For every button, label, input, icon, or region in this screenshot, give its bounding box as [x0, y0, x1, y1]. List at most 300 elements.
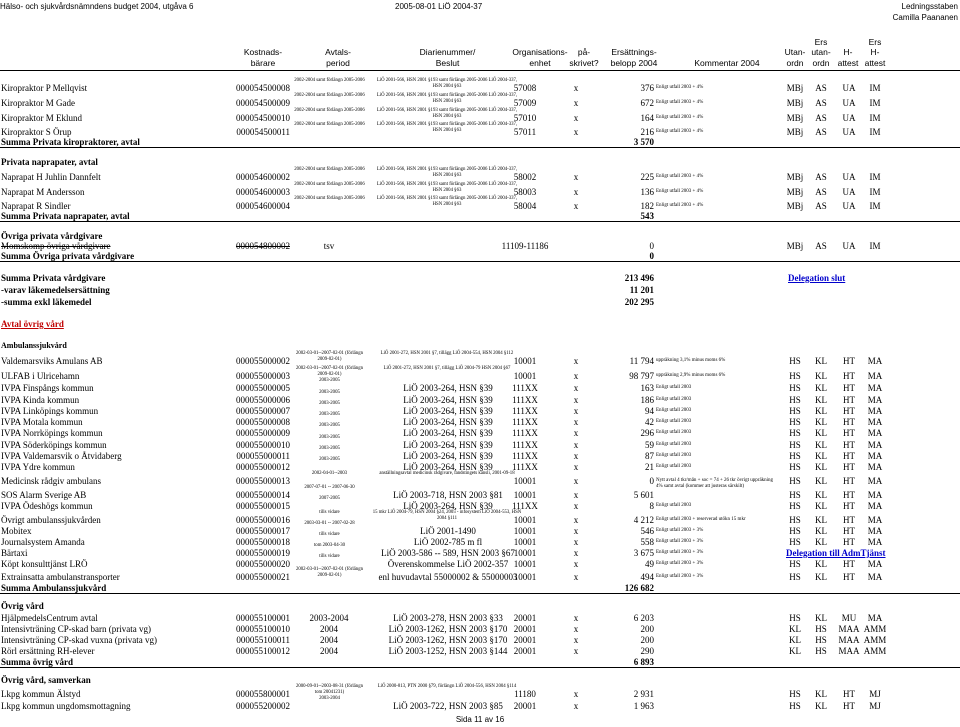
row-kostnadsbarare: 000055000003	[236, 371, 290, 381]
row-comment: Enligt utfall 2003	[656, 503, 692, 508]
row-ersutanordn: AS	[815, 83, 827, 93]
divider-4	[0, 593, 960, 594]
row-paskrivet: x	[573, 490, 579, 500]
col-utanordn-line1: Utan-	[784, 47, 806, 57]
row-amount: 42	[645, 417, 654, 427]
row-ershattest: MA	[867, 572, 883, 582]
sum-naprapater-label: Summa Privata naprapater, avtal	[1, 211, 130, 221]
row-paskrivet: x	[573, 371, 579, 381]
row-amount: 163	[640, 383, 654, 393]
row-name: SOS Alarm Sverige AB	[1, 490, 87, 500]
row-diarienummer: LiÖ 2003-264, HSN §39	[403, 451, 493, 461]
row-kostnadsbarare: 000055800001	[236, 689, 290, 699]
sum-ambulans-label: Summa Ambulanssjukvård	[1, 583, 107, 593]
row-ersutanordn: AS	[815, 201, 827, 211]
sum-kiropraktorer-label: Summa Privata kiropraktorer, avtal	[1, 137, 140, 147]
row-utanordn: HS	[789, 462, 801, 472]
col-hattest-line2: attest	[837, 58, 859, 68]
row-avtalsperiod: 2003-2005	[319, 457, 340, 462]
row-paskrivet: x	[573, 383, 579, 393]
row-amount: 6 203	[633, 613, 654, 623]
row-amount: 164	[640, 113, 654, 123]
row-utanordn: MBj	[786, 172, 804, 182]
row-ersutanordn: AS	[815, 187, 827, 197]
row-hattest: HT	[843, 406, 855, 416]
sum-ovriga-value: 0	[649, 251, 654, 261]
row-ershattest: MA	[867, 440, 883, 450]
row-amount: 225	[640, 172, 654, 182]
row-comment: Enligt utfall 2003 + 3%	[656, 574, 704, 579]
row-comment: Enligt utfall 2003	[656, 464, 692, 469]
row-amount: 0	[649, 241, 654, 251]
row-utanordn: HS	[789, 440, 801, 450]
row-diarienummer: LiÖ 2003-1252, HSN 2003 §144	[388, 646, 508, 656]
row-kostnadsbarare: 000055100010	[236, 624, 290, 634]
row-diarienummer: LiÖ 2001-272, HSN 2001 §7, tillägg LiÖ 2004-554, HSN 2004 §112	[380, 351, 514, 356]
row-ershattest: MA	[867, 395, 883, 405]
row-avtalsperiod: 2003-2005	[319, 401, 340, 406]
row-amount: 3 675	[633, 548, 654, 558]
row-ershattest: MA	[867, 515, 883, 525]
row-ershattest: MA	[867, 501, 883, 511]
row-hattest: HT	[843, 490, 855, 500]
row-ersutanordn: AS	[815, 127, 827, 137]
row-avtalsperiod: tills vidare	[319, 532, 340, 537]
col-kostnadsbarare-line2: bärare	[250, 58, 276, 68]
row-organisationsenhet: 10001	[513, 548, 537, 558]
row-kostnadsbarare: 000055000014	[236, 490, 290, 500]
row-organisationsenhet: 111XX	[512, 395, 538, 405]
row-organisationsenhet: 10001	[513, 356, 537, 366]
row-comment: Enligt utfall 2003 + 4%	[656, 85, 704, 90]
row-ershattest: IM	[869, 113, 881, 123]
row-organisationsenhet: 20001	[513, 701, 537, 711]
row-organisationsenhet: 111XX	[512, 451, 538, 461]
row-hattest: HT	[843, 440, 855, 450]
row-utanordn: HS	[789, 689, 801, 699]
row-diarienummer: LiÖ 2001-566, HSN 2001 §193 samt förlängn 2005-2006 LiÖ 2004-337, HSN 2004 §63	[376, 196, 518, 207]
row-utanordn: KL	[789, 646, 801, 656]
row-kostnadsbarare: 000054500010	[236, 113, 290, 123]
row-organisationsenhet: 57011	[513, 127, 537, 137]
row-organisationsenhet: 58004	[513, 201, 537, 211]
row-comment: Enligt utfall 2003 + 3%	[656, 528, 704, 533]
row-ersutanordn: KL	[815, 515, 827, 525]
row-hattest: MU	[841, 613, 857, 623]
row-avtalsperiod: 2002-03-01--2007-02-01 (förlängn 2009-02-01)	[295, 366, 363, 377]
row-diarienummer: LiÖ 2003-722, HSN 2003 §85	[393, 701, 503, 711]
row-utanordn: HS	[789, 371, 801, 381]
row-name: IVPA Norrköpings kommun	[1, 428, 103, 438]
row-paskrivet: x	[573, 127, 579, 137]
row-name: HjälpmedelsCentrum avtal	[1, 613, 98, 623]
row-utanordn: HS	[789, 356, 801, 366]
row-amount: 546	[640, 526, 654, 536]
row-name: IVPA Linköpings kommun	[1, 406, 99, 416]
row-diarienummer: LiÖ 2003-264, HSN §39	[403, 406, 493, 416]
row-amount: 216	[640, 127, 654, 137]
row-amount: 0	[649, 476, 654, 486]
col-organisationsenhet-line1: Organisations-	[512, 47, 568, 57]
report-title: Hälso- och sjukvårdsnämndens budget 2004, utgåva 6	[0, 2, 194, 11]
sum-ambulans-value: 126 682	[624, 583, 654, 593]
row-utanordn: HS	[789, 515, 801, 525]
row-paskrivet: x	[573, 701, 579, 711]
row-ersutanordn: KL	[815, 417, 827, 427]
row-diarienummer: LiÖ 2003-264, HSN §39	[403, 440, 493, 450]
row-amount: 494	[640, 572, 654, 582]
row-kostnadsbarare: 000054500011	[236, 127, 290, 137]
row-ersutanordn: KL	[815, 526, 827, 536]
row-name: Extrainsatta ambulanstransporter	[1, 572, 120, 582]
row-organisationsenhet: 10001	[513, 537, 537, 547]
row-kostnadsbarare: 000055000017	[236, 526, 290, 536]
row-hattest: HT	[843, 383, 855, 393]
row-kostnadsbarare: 000055000012	[236, 462, 290, 472]
row-ersutanordn: KL	[815, 395, 827, 405]
row-diarienummer: LiÖ 2003-1262, HSN 2003 §170	[388, 624, 508, 634]
row-utanordn: HS	[789, 526, 801, 536]
row-utanordn: HS	[789, 572, 801, 582]
section-ovrig-vard: Övrig vård	[1, 601, 44, 611]
row-hattest: HT	[843, 689, 855, 699]
row-kostnadsbarare: 000055000009	[236, 428, 290, 438]
author-name: Camilla Paananen	[892, 13, 958, 22]
row-paskrivet: x	[573, 624, 579, 634]
row-avtalsperiod: 2002-2004 samt förlängn 2005-2006	[294, 196, 365, 201]
row-comment: Enligt utfall 2003	[656, 385, 692, 390]
row-paskrivet: x	[573, 440, 579, 450]
row-utanordn: KL	[789, 635, 801, 645]
row-avtalsperiod: 2003-2005	[319, 378, 340, 383]
row-amount: 186	[640, 395, 654, 405]
row-paskrivet: x	[573, 406, 579, 416]
row-name: Momskomp övriga vårdgivare	[1, 241, 111, 251]
header-divider	[0, 70, 960, 71]
col-avtalsperiod-line2: period	[326, 58, 350, 68]
row-kostnadsbarare: 000055000007	[236, 406, 290, 416]
row-ersutanordn: HS	[815, 646, 827, 656]
row-paskrivet: x	[573, 187, 579, 197]
row-comment: Enligt utfall 2003	[656, 408, 692, 413]
col-paskrivet-line1: på-	[577, 47, 591, 57]
row-ersutanordn: KL	[815, 356, 827, 366]
row-hattest: HT	[843, 515, 855, 525]
row-avtalsperiod: 2004	[320, 624, 338, 634]
row-ershattest: MA	[867, 559, 883, 569]
row-name: Kiropraktor S Örup	[1, 127, 72, 137]
sum-ovrig-vard-label: Summa övrig vård	[1, 657, 73, 667]
row-amount: 1 963	[633, 701, 654, 711]
row-ershattest: IM	[869, 127, 881, 137]
row-ersutanordn: HS	[815, 635, 827, 645]
row-ersutanordn: AS	[815, 241, 827, 251]
row-avtalsperiod: 2002-2004 samt förlängn 2005-2006	[294, 182, 365, 187]
row-amount: 290	[640, 646, 654, 656]
row-ershattest: MA	[867, 451, 883, 461]
row-kostnadsbarare: 000055000013	[236, 476, 290, 486]
col-utanordn-line2: ordn	[786, 58, 804, 68]
row-paskrivet: x	[573, 559, 579, 569]
row-comment: uppräkning 3,1% minus moms 6%	[656, 358, 726, 363]
row-ersutanordn: KL	[815, 451, 827, 461]
row-avtalsperiod: tills vidare	[319, 510, 340, 515]
col-hattest-line1: H-	[843, 47, 853, 57]
row-amount: 672	[640, 98, 654, 108]
row-name: Köpt konsulttjänst LRÖ	[1, 559, 88, 569]
row-diarienummer: LiÖ 2003-264, HSN §39	[403, 462, 493, 472]
col-kostnadsbarare-line1: Kostnads-	[243, 47, 283, 57]
row-organisationsenhet: 111XX	[512, 440, 538, 450]
row-diarienummer: 15 mkr LiÖ 2004-79, HSN 2004 §24, 2005 - infosystem LiÖ 2004-553, HSN 2004 §111	[372, 510, 522, 521]
row-name: Lkpg kommun ungdomsmottagning	[1, 701, 131, 711]
col-organisationsenhet-line2: enhet	[529, 58, 551, 68]
row-avtalsperiod: 2000-09-01--2003-08-31 (förlängn tom 20041231)	[295, 684, 363, 695]
row-utanordn: MBj	[786, 187, 804, 197]
row-hattest: UA	[842, 201, 856, 211]
row-ersutanordn: HS	[815, 624, 827, 634]
row-comment: Enligt utfall 2003	[656, 453, 692, 458]
row-organisationsenhet: 11109-11186	[501, 241, 549, 251]
row-hattest: UA	[842, 241, 856, 251]
row-paskrivet: x	[573, 395, 579, 405]
row-paskrivet: x	[573, 646, 579, 656]
row-kostnadsbarare: 000055000005	[236, 383, 290, 393]
row-avtalsperiod: 2002-04-01--2003	[311, 471, 348, 476]
row-ershattest: MA	[867, 428, 883, 438]
row-comment: Enligt utfall 2003 + reserverad utökn 15 mkr	[656, 517, 746, 522]
row-ershattest: AMM	[863, 624, 887, 634]
row-ersutanordn: KL	[815, 462, 827, 472]
row-diarienummer: LiÖ 2003-586 -- 589, HSN 2003 §67	[381, 548, 515, 558]
row-avtalsperiod: 2002-03-01--2007-02-01 (förlängn 2009-02-01)	[295, 567, 363, 578]
row-organisationsenhet: 10001	[513, 371, 537, 381]
row-comment: uppräkning 2,9% minus moms 6%	[656, 373, 726, 378]
col-ershattest-line2: H-	[870, 47, 880, 57]
row-amount: 94	[645, 406, 654, 416]
row-hattest: MAA	[838, 635, 860, 645]
row-utanordn: KL	[789, 624, 801, 634]
row-hattest: HT	[843, 501, 855, 511]
row-avtalsperiod: tills vidare	[319, 554, 340, 559]
row-hattest: UA	[842, 127, 856, 137]
row-organisationsenhet: 10001	[513, 526, 537, 536]
row-ershattest: IM	[869, 241, 881, 251]
row-comment: Enligt utfall 2003 + 3%	[656, 539, 704, 544]
row-avtalsperiod: 2002-2004 samt förlängn 2005-2006	[294, 167, 365, 172]
row-kostnadsbarare: 000055000016	[236, 515, 290, 525]
row-amount: 5 601	[633, 490, 654, 500]
delegation-slut-link: Delegation slut	[788, 273, 846, 283]
row-organisationsenhet: 111XX	[512, 501, 538, 511]
row-kostnadsbarare: 000055000008	[236, 417, 290, 427]
section-ambulans: Ambulanssjukvård	[1, 341, 67, 350]
row-diarienummer: LiÖ 2003-1262, HSN 2003 §170	[388, 635, 508, 645]
row-organisationsenhet: 111XX	[512, 406, 538, 416]
row-diarienummer: LiÖ 2002-785 m fl	[413, 537, 483, 547]
row-organisationsenhet: 10001	[513, 515, 537, 525]
section-avtal-ovrig-vard: Avtal övrig vård	[1, 319, 64, 329]
row-ersutanordn: KL	[815, 559, 827, 569]
row-hattest: HT	[843, 476, 855, 486]
row-organisationsenhet: 20001	[513, 646, 537, 656]
row-amount: 8	[649, 501, 654, 511]
row-ershattest: MA	[867, 383, 883, 393]
row-utanordn: MBj	[786, 113, 804, 123]
row-organisationsenhet: 58002	[513, 172, 537, 182]
row-comment: Enligt utfall 2003 + 4%	[656, 189, 704, 194]
row-hattest: HT	[843, 701, 855, 711]
row-utanordn: HS	[789, 701, 801, 711]
row-avtalsperiod: 2002-03-01--2007-02-01 (förlängn 2009-02-01)	[295, 351, 363, 362]
row-diarienummer: LiÖ 2001-566, HSN 2001 §193 samt förlängn 2005-2006 LiÖ 2004-337, HSN 2004 §63	[376, 122, 518, 133]
row-ersutanordn: AS	[815, 98, 827, 108]
row-comment: Nytt avtal 4 tkr/mån + soc = 74 + 26 tkr övrigt uppräkning 4% samt avtal (kommer att justeras särskilt)	[656, 478, 774, 489]
row-paskrivet: x	[573, 548, 579, 558]
row-hattest: HT	[843, 428, 855, 438]
row-utanordn: HS	[789, 383, 801, 393]
col-ershattest-line1: Ers	[868, 37, 882, 47]
row-ersutanordn: KL	[815, 613, 827, 623]
row-ersutanordn: AS	[815, 113, 827, 123]
row-paskrivet: x	[573, 356, 579, 366]
row-paskrivet: x	[573, 515, 579, 525]
row-hattest: HT	[843, 537, 855, 547]
row-organisationsenhet: 10001	[513, 572, 537, 582]
row-diarienummer: enl huvudavtal 55000002 & 55000003	[378, 572, 518, 582]
section-samverkan: Övrig vård, samverkan	[1, 675, 91, 685]
row-name: IVPA Valdemarsvik o Åtvidaberg	[1, 451, 122, 461]
row-avtalsperiod: 2003-2005	[319, 423, 340, 428]
row-paskrivet: x	[573, 635, 579, 645]
row-name: Naprapat H Juhlin Dannfelt	[1, 172, 101, 182]
row-amount: 136	[640, 187, 654, 197]
row-utanordn: HS	[789, 428, 801, 438]
row-hattest: UA	[842, 187, 856, 197]
row-ershattest: IM	[869, 83, 881, 93]
row-utanordn: HS	[789, 417, 801, 427]
row-paskrivet: x	[573, 526, 579, 536]
row-avtalsperiod: 2003-2005	[319, 390, 340, 395]
divider-1	[0, 147, 960, 148]
sum-ovrig-vard-value: 6 893	[633, 657, 654, 667]
row-paskrivet: x	[573, 689, 579, 699]
row-hattest: HT	[843, 462, 855, 472]
row-name: Kiropraktor M Gade	[1, 98, 75, 108]
row-name: Mobitex	[1, 526, 32, 536]
row-amount: 11 794	[629, 356, 654, 366]
row-amount: 182	[640, 201, 654, 211]
row-utanordn: HS	[789, 395, 801, 405]
row-avtalsperiod: 2003-2004	[309, 613, 349, 623]
row-organisationsenhet: 111XX	[512, 462, 538, 472]
row-organisationsenhet: 10001	[513, 476, 537, 486]
row-diarienummer: LiÖ 2001-566, HSN 2001 §193 samt förlängn 2005-2006 LiÖ 2004-337, HSN 2004 §63	[376, 182, 518, 193]
row-ersutanordn: KL	[815, 406, 827, 416]
row-name: Lkpg kommun Älstyd	[1, 689, 81, 699]
row-ershattest: IM	[869, 201, 881, 211]
row-organisationsenhet: 57009	[513, 98, 537, 108]
row-name: Kiropraktor P Mellqvist	[1, 83, 88, 93]
row-paskrivet: x	[573, 501, 579, 511]
row-amount: 87	[645, 451, 654, 461]
row-amount: 558	[640, 537, 654, 547]
row-comment: Enligt utfall 2003 + 4%	[656, 115, 704, 120]
row-comment: Enligt utfall 2003 + 4%	[656, 174, 704, 179]
report-date: 2005-08-01 LiÖ 2004-37	[395, 2, 483, 11]
row-name: Bärtaxi	[1, 548, 28, 558]
row-ersutanordn: KL	[815, 501, 827, 511]
row-paskrivet: x	[573, 417, 579, 427]
col-diarienummer-line2: Beslut	[435, 58, 460, 68]
row-paskrivet: x	[573, 98, 579, 108]
col-ersutanordn-line1: Ers	[814, 37, 828, 47]
row-avtalsperiod: 2003-2005	[319, 435, 340, 440]
row-utanordn: MBj	[786, 83, 804, 93]
row-kostnadsbarare: 000054500008	[236, 83, 290, 93]
row-organisationsenhet: 58003	[513, 187, 537, 197]
row-kostnadsbarare: 000055000002	[236, 356, 290, 366]
row-diarienummer: LiÖ 2001-1490	[420, 526, 476, 536]
row-paskrivet: x	[573, 428, 579, 438]
total-0-value: 213 496	[624, 273, 654, 283]
col-ersattningsbelopp-line1: Ersättnings-	[611, 47, 657, 57]
col-ersutanordn-line2: utan-	[811, 47, 831, 57]
row-ershattest: MA	[867, 417, 883, 427]
row-name: IVPA Ydre kommun	[1, 462, 75, 472]
total-2-value: 202 295	[624, 297, 654, 307]
row-amount: 2 931	[633, 689, 654, 699]
col-paskrivet-line2: skrivet?	[569, 58, 599, 68]
row-kostnadsbarare: 000055000010	[236, 440, 290, 450]
row-paskrivet: x	[573, 537, 579, 547]
row-ersutanordn: KL	[815, 490, 827, 500]
row-amount: 200	[640, 635, 654, 645]
row-avtalsperiod: 2002-2004 samt förlängn 2005-2006	[294, 93, 365, 98]
row-hattest: HT	[843, 526, 855, 536]
row-diarienummer: Överenskommelse LiÖ 2002-357	[387, 559, 509, 569]
row-kostnadsbarare: 000055000006	[236, 395, 290, 405]
divider-2	[0, 221, 960, 222]
row-comment: Enligt utfall 2003	[656, 430, 692, 435]
row-diarienummer: LiÖ 2003-264, HSN §39	[403, 417, 493, 427]
row-ersutanordn: KL	[815, 701, 827, 711]
row-diarienummer: LiÖ 2001-566, HSN 2001 §193 samt förlängn 2005-2006 LiÖ 2004-337, HSN 2004 §63	[376, 93, 518, 104]
row-kostnadsbarare: 000055000019	[236, 548, 290, 558]
row-hattest: UA	[842, 98, 856, 108]
row-hattest: HT	[843, 371, 855, 381]
col-ersattningsbelopp-line2: belopp 2004	[610, 58, 658, 68]
row-utanordn: HS	[789, 490, 801, 500]
row-amount: 21	[645, 462, 654, 472]
section-ovriga: Övriga privata vårdgivare	[1, 231, 103, 241]
row-diarienummer: anställningsavtal medicinsk rådgivare, landstingets kansli, 2001-09-18	[379, 471, 515, 476]
row-avtalsperiod: tsv	[323, 241, 335, 251]
divider-3	[0, 261, 960, 262]
row-utanordn: MBj	[786, 241, 804, 251]
row-avtalsperiod: 2007-07-01 -- 2007-06-30	[304, 485, 355, 490]
row-name: Journalsystem Amanda	[1, 537, 85, 547]
row-ershattest: IM	[869, 187, 881, 197]
row-comment: Enligt utfall 2003 + 4%	[656, 203, 704, 208]
row-avtalsperiod: 2004	[320, 635, 338, 645]
row-diarienummer: LiÖ 2000-813, PTN 2000 §79, förlängn LiÖ 2004-556, HSN 2004 §114	[377, 684, 517, 689]
row-avtalsperiod: tom 2003-04-30	[313, 543, 346, 548]
row-paskrivet: x	[573, 201, 579, 211]
row-amount: 4 212	[633, 515, 654, 525]
row-ersutanordn: KL	[815, 428, 827, 438]
row-organisationsenhet: 111XX	[512, 417, 538, 427]
